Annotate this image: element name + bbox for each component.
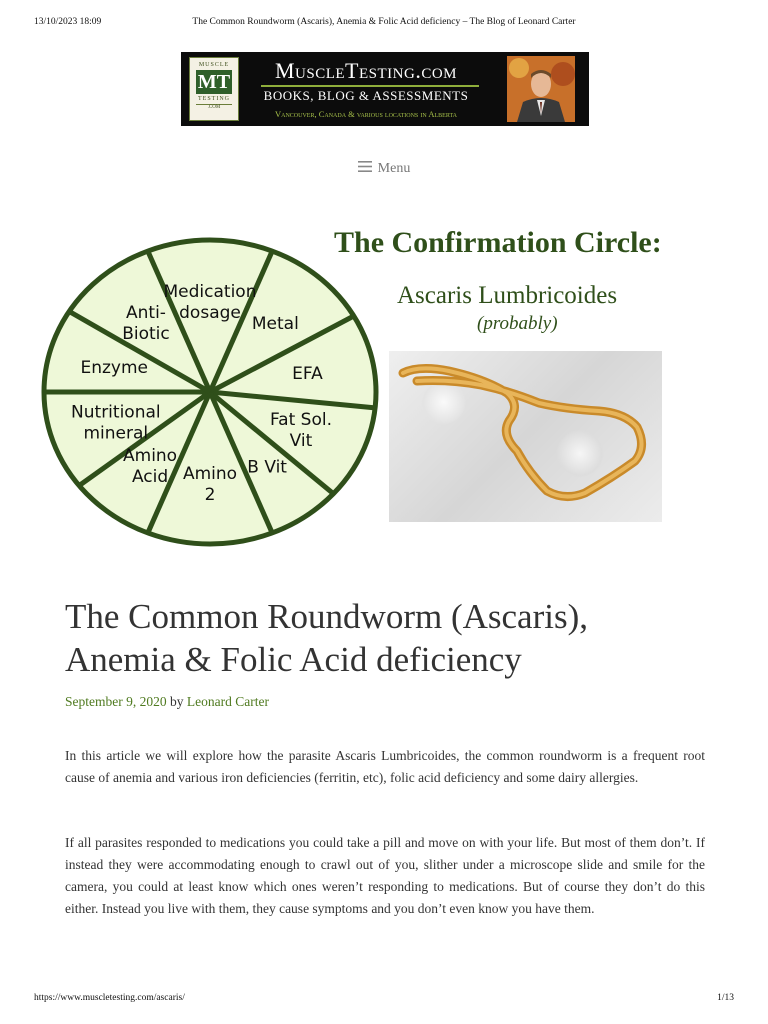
print-url: https://www.muscletesting.com/ascaris/ — [34, 993, 185, 1003]
logo-com-text: .COM — [196, 104, 232, 110]
print-datetime: 13/10/2023 18:09 — [34, 17, 102, 27]
article-title: The Common Roundworm (Ascaris), Anemia & Folic Acid deficiency — [65, 597, 588, 679]
wheel-segment-label: Amino Acid — [123, 445, 178, 487]
wheel-segment-label: B Vit — [247, 457, 287, 478]
article-paragraph: In this article we will explore how the parasite Ascaris Lumbricoides, the common roundworm is a frequent root cause of anemia and various iron deficiencies (ferritin, etc), folic acid deficiency and some dairy allergies. — [65, 748, 705, 785]
hero-note: (probably) — [477, 313, 558, 334]
roundworm-photo — [389, 351, 662, 522]
article-meta — [65, 694, 269, 710]
wheel-segment-label: Anti-Biotic — [122, 303, 170, 345]
hamburger-icon — [358, 161, 372, 177]
hero-subject: Ascaris Lumbricoides — [397, 282, 618, 309]
article-date-link[interactable]: September 9, 2020 — [65, 694, 167, 709]
article-author-link[interactable]: Leonard Carter — [186, 694, 269, 709]
site-logo — [189, 57, 239, 121]
hero-title: The Confirmation Circle: — [334, 226, 662, 259]
wheel-segment-label: Fat Sol. Vit — [269, 410, 333, 452]
print-header — [34, 17, 734, 27]
author-photo — [507, 56, 575, 122]
site-banner[interactable] — [181, 52, 589, 126]
confirmation-circle-wheel — [38, 232, 382, 552]
wheel-segment-label: Metal — [251, 314, 299, 335]
banner-title: MuscleTesting.com — [274, 58, 457, 83]
logo-bottom-text: TESTING — [198, 96, 230, 102]
logo-mark: MT — [197, 71, 231, 93]
print-page-title: The Common Roundworm (Ascaris), Anemia & Folic Acid deficiency – The Blog of Leonard Carter — [192, 17, 576, 27]
banner-location: Vancouver, Canada & various locations in Alberta — [274, 109, 457, 119]
article-by: by — [169, 694, 184, 709]
wheel-segment-label: Medication dosage — [163, 281, 257, 323]
banner-divider — [261, 85, 479, 87]
print-footer — [34, 993, 734, 1003]
roundworm-illustration — [389, 351, 662, 522]
print-page-number: 1/13 — [717, 993, 734, 1003]
logo-top-text: MUSCLE — [198, 62, 230, 68]
wheel-segment-label: EFA — [292, 364, 323, 385]
wheel-segment-label: Amino 2 — [182, 464, 238, 506]
author-photo-illustration — [507, 56, 575, 122]
menu-label: Menu — [377, 161, 411, 177]
banner-subtitle: BOOKS, BLOG & ASSESSMENTS — [263, 88, 469, 103]
wheel-segment-label: Nutritional mineral — [71, 402, 161, 444]
menu-toggle[interactable] — [0, 161, 768, 177]
wheel-segment-label: Enzyme — [80, 357, 149, 378]
article-paragraph: If all parasites responded to medications you could take a pill and move on with your life. But most of them don’t. If instead they were accommodating enough to crawl out of you, slither under a microscope slide and smile for the camera, you could at least know which ones weren’t responding to medications. But of course they don’t do this either. Instead you live with them, they cause symptoms and you don’t even know you have them. — [65, 835, 705, 916]
